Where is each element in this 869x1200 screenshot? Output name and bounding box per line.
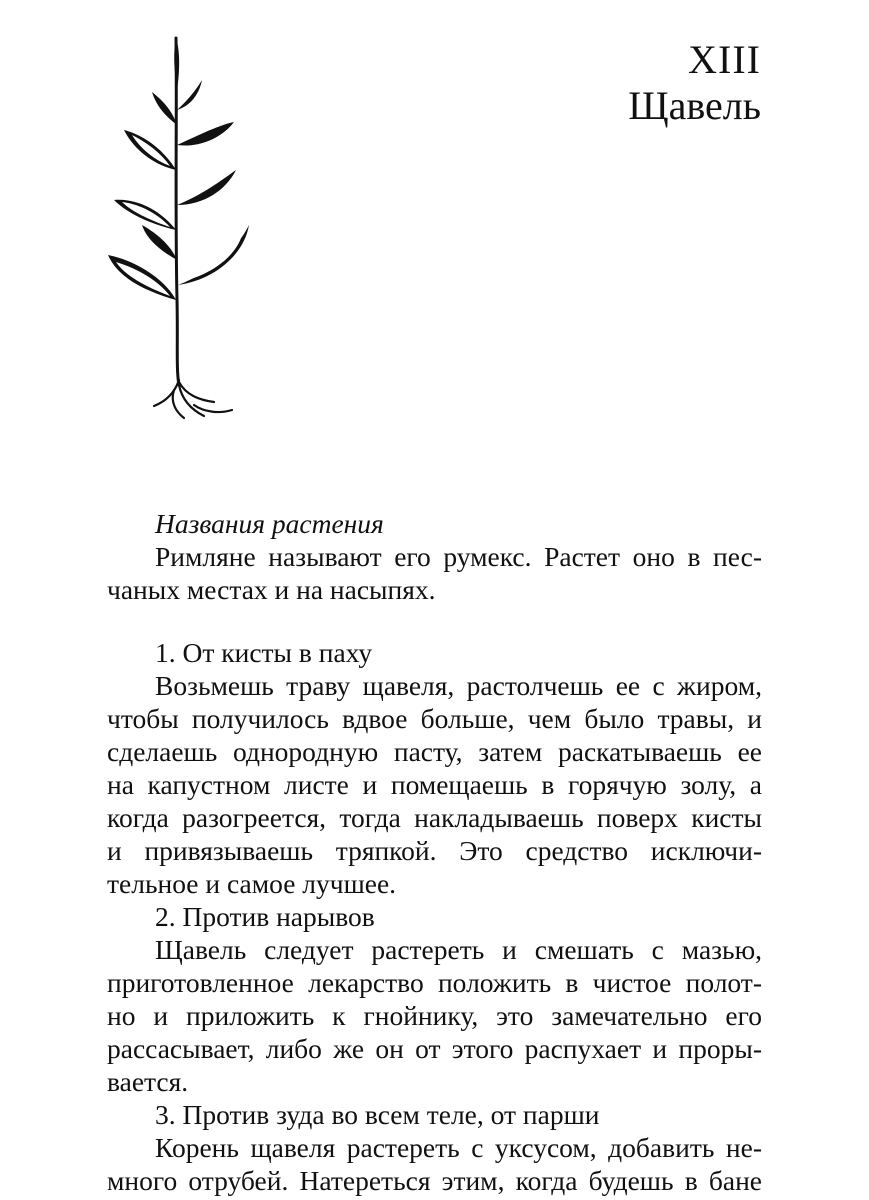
paragraph-line: Щавель следует растереть и смешать с мазью, xyxy=(155,934,762,965)
section-heading-2: 2. Против нарывов xyxy=(155,901,375,932)
paragraph-line: когда разогреется, тогда накладываешь поверх кисты xyxy=(107,802,762,833)
paragraph-line: и привязываешь тряпкой. Это средство исключи- xyxy=(107,835,762,866)
chapter-number: XIII xyxy=(688,37,761,82)
paragraph-line: Корень щавеля растереть с уксусом, добавить не- xyxy=(155,1132,762,1163)
paragraph-line: но и приложить к гнойнику, это замечательно его xyxy=(107,1000,762,1031)
paragraph-line: приготовленное лекарство положить в чистое полот- xyxy=(107,967,762,998)
chapter-title: Щавель xyxy=(628,83,761,128)
paragraph-line: на капустном листе и помещаешь в горячую золу, а xyxy=(107,769,762,800)
section-heading-1: 1. От кисты в паху xyxy=(155,637,373,668)
paragraph-line: чтобы получилось вдвое больше, чем было травы, и xyxy=(107,703,762,734)
body-text xyxy=(107,507,762,1197)
paragraph-line: Римляне называют его румекс. Растет оно в пес- xyxy=(155,541,762,572)
section-heading-3: 3. Против зуда во всем теле, от парши xyxy=(155,1099,600,1130)
paragraph-line: вается. xyxy=(107,1066,189,1097)
paragraph-line: тельное и самое лучшее. xyxy=(107,868,397,899)
paragraph-line: чаных местах и на насыпях. xyxy=(107,574,436,605)
paragraph-line: рассасывает, либо же он от этого распухает и проры- xyxy=(107,1033,762,1064)
section-heading-names: Названия растения xyxy=(155,508,384,539)
sorrel-plant-illustration xyxy=(104,30,254,420)
paragraph-line: сделаешь однородную пасту, затем раскатываешь ее xyxy=(107,736,762,767)
paragraph-line: Возьмешь траву щавеля, растолчешь ее с жиром, xyxy=(155,670,762,701)
paragraph-line: много отрубей. Натереться этим, когда будешь в бане xyxy=(107,1165,762,1196)
